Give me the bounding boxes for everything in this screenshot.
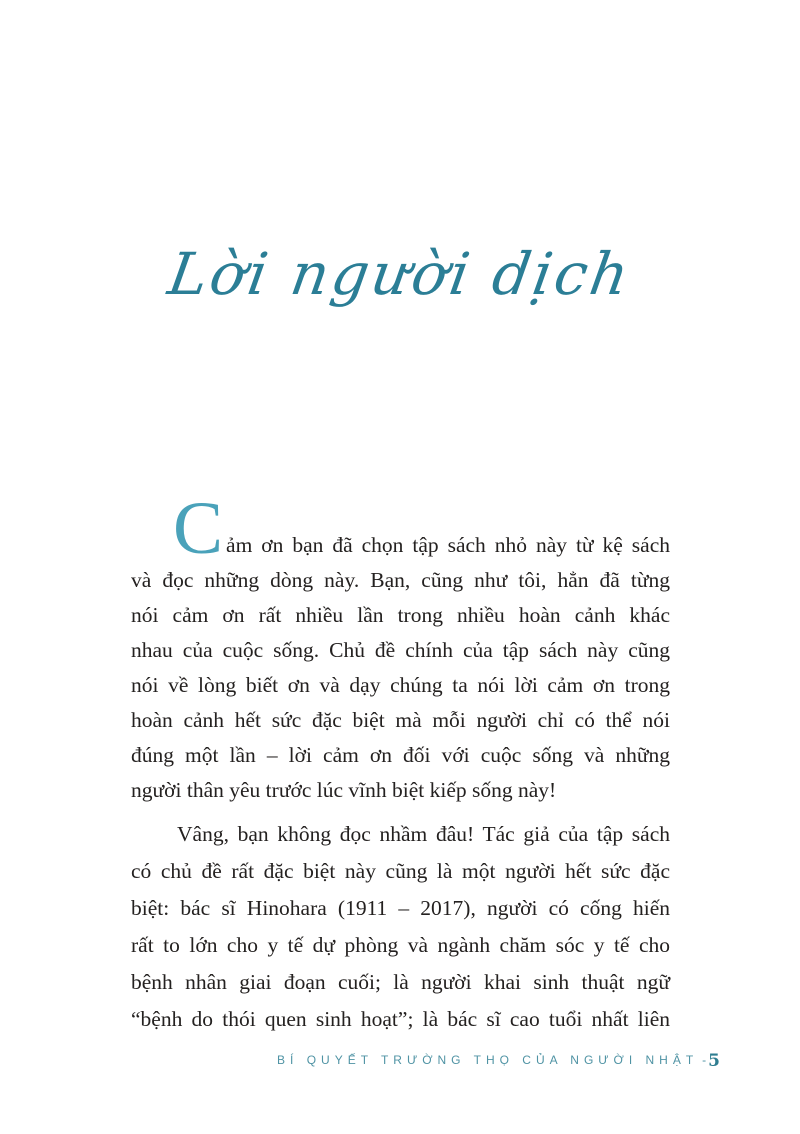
body-line: hoàn cảnh hết sức đặc biệt mà mỗi người chỉ có thể nói	[131, 708, 670, 732]
dropcap-letter: C	[173, 487, 224, 570]
footer-page-number: 5	[708, 1051, 720, 1071]
body-line: người thân yêu trước lúc vĩnh biệt kiếp sống này!	[131, 778, 557, 802]
body-line: bệnh nhân giai đoạn cuối; là người khai sinh thuật ngữ	[131, 970, 670, 994]
body-line-text: ảm ơn bạn đã chọn tập sách nhỏ này từ kệ sách	[226, 533, 670, 557]
chapter-title-script: Lời người dịch	[163, 240, 637, 308]
body-line: đúng một lần – lời cảm ơn đối với cuộc sống và những	[131, 743, 670, 767]
body-line	[131, 487, 670, 570]
paragraph	[131, 816, 670, 1038]
paragraph	[131, 487, 670, 808]
body-line: “bệnh do thói quen sinh hoạt”; là bác sĩ cao tuổi nhất liên	[131, 1007, 670, 1031]
body-text-block	[131, 487, 670, 1038]
footer-separator: -	[702, 1053, 707, 1067]
body-line: nói về lòng biết ơn và dạy chúng ta nói lời cảm ơn trong	[131, 673, 670, 697]
body-line: Vâng, bạn không đọc nhầm đâu! Tác giả của tập sách	[177, 822, 670, 846]
body-line: rất to lớn cho y tế dự phòng và ngành chăm sóc y tế cho	[131, 933, 670, 957]
body-line: có chủ đề rất đặc biệt này cũng là một người hết sức đặc	[131, 859, 670, 883]
body-line: nói cảm ơn rất nhiều lần trong nhiều hoàn cảnh khác	[131, 603, 670, 627]
footer-running-title: BÍ QUYẾT TRƯỜNG THỌ CỦA NGƯỜI NHẬT	[277, 1053, 699, 1067]
body-line: nhau của cuộc sống. Chủ đề chính của tập sách này cũng	[131, 638, 670, 662]
body-line: và đọc những dòng này. Bạn, cũng như tôi, hẳn đã từng	[131, 568, 670, 592]
body-line: biệt: bác sĩ Hinohara (1911 – 2017), người có cống hiến	[131, 896, 670, 920]
page-footer	[277, 1051, 720, 1071]
